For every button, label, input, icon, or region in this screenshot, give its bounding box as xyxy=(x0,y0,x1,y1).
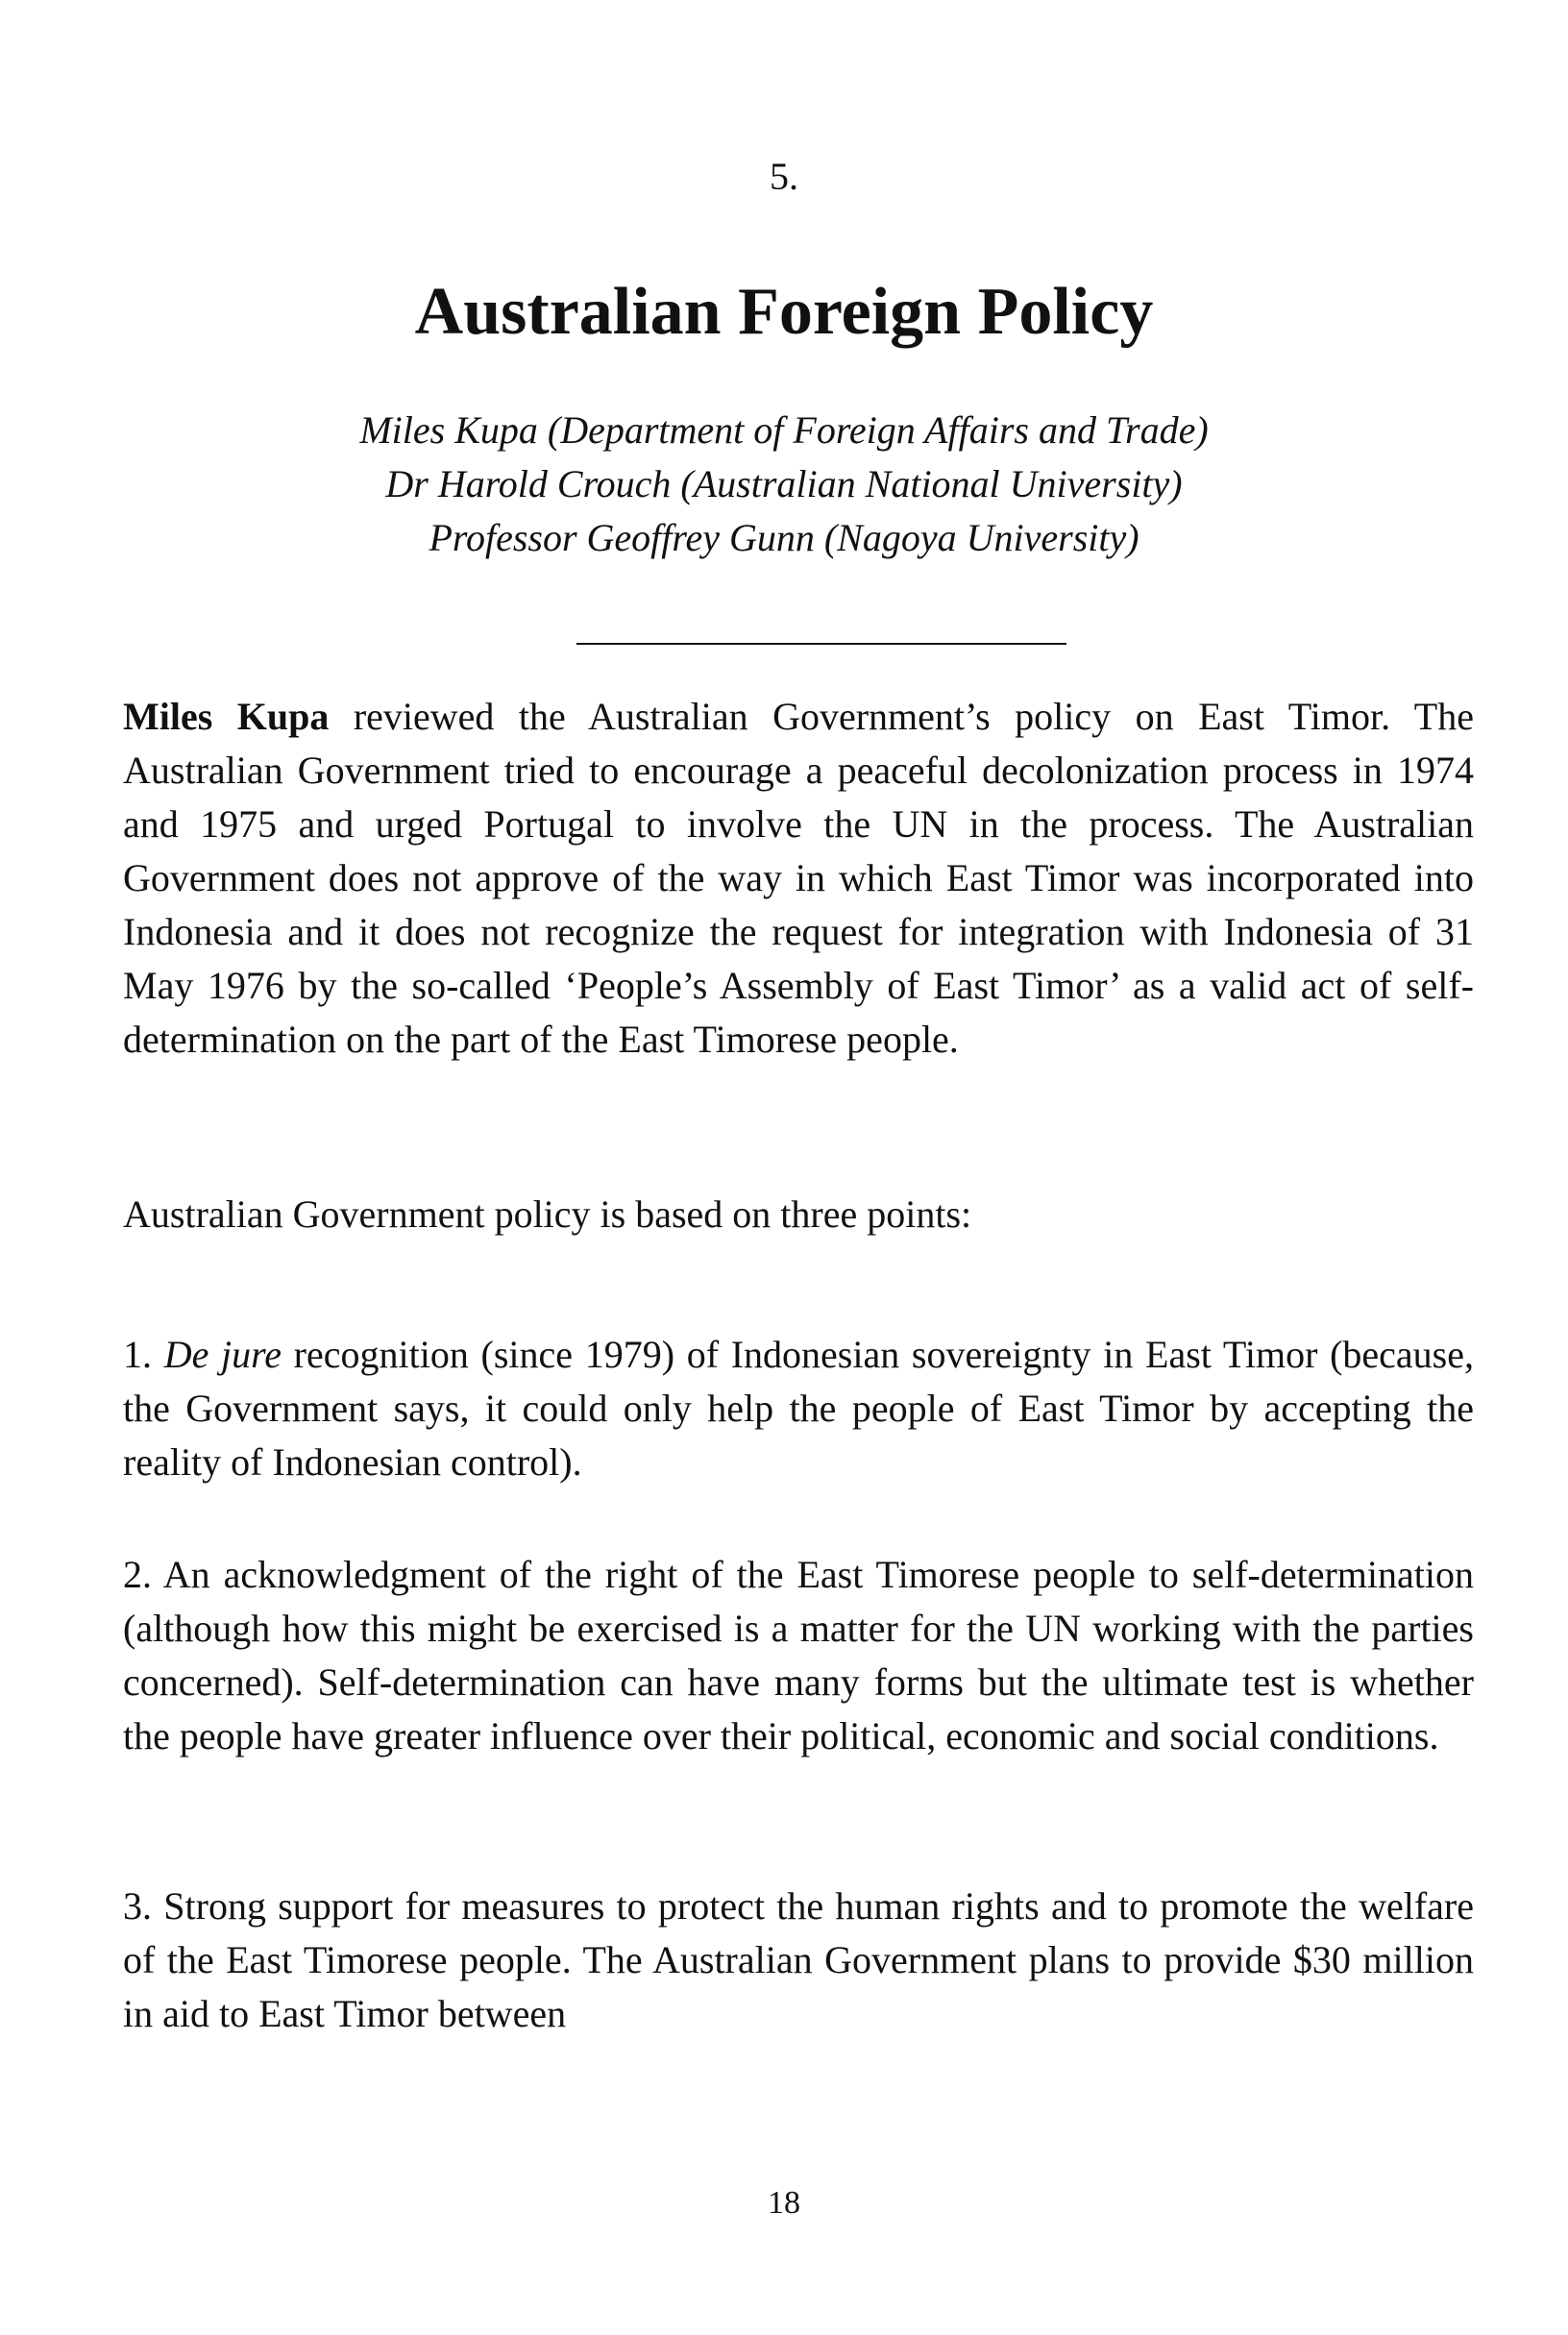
point-number: 1. xyxy=(123,1333,164,1376)
chapter-title: Australian Foreign Policy xyxy=(414,275,1154,349)
latin-term: De jure xyxy=(163,1333,282,1376)
section-divider xyxy=(576,643,1066,645)
paragraph-text: recognition (since 1979) of Indonesian sovereignty in East Timor (because, the Government says, it could only help the people of East Timor by accepting the reality of Indonesian control). xyxy=(123,1333,1474,1484)
paragraph-point-2: 2. An acknowledgment of the right of the East Timorese people to self-determination (although how this might be exercised is a matter for the UN working with the parties concerned). Self-determination can have many forms but the ultimate test is whether the people have greater influence over their political, economic and social conditions. xyxy=(123,1553,1474,1757)
paragraph-text: reviewed the Australian Government’s policy on East Timor. The Australian Government tried to encourage a peaceful decolonization process in 1974 and 1975 and urged Portugal to involve the UN in the process. The Australian Government does not approve of the way in which East Timor was incorporated into Indonesia and it does not recognize the request for integration with Indonesia of 31 May 1976 by the so-called ‘People’s Assembly of East Timor’ as a valid act of self-determination on the part of the East Timorese people. xyxy=(123,695,1474,1061)
paragraph-point-3: 3. Strong support for measures to protect the human rights and to promote the welfare of the East Timorese people. The Australian Government plans to provide $30 million in aid to East Timor between xyxy=(123,1884,1474,2035)
paragraph-kupa-review xyxy=(123,690,1474,1067)
page-number: 18 xyxy=(768,2185,800,2221)
author-list xyxy=(0,404,1568,565)
author-line: Dr Harold Crouch (Australian National University) xyxy=(385,462,1183,505)
paragraph-point-1 xyxy=(123,1328,1474,1489)
speaker-name: Miles Kupa xyxy=(123,695,330,738)
chapter-number: 5. xyxy=(770,155,798,198)
paragraph-policy-intro: Australian Government policy is based on three points: xyxy=(123,1192,972,1236)
author-line: Miles Kupa (Department of Foreign Affairs and Trade) xyxy=(359,408,1209,452)
author-line: Professor Geoffrey Gunn (Nagoya University) xyxy=(429,516,1139,559)
